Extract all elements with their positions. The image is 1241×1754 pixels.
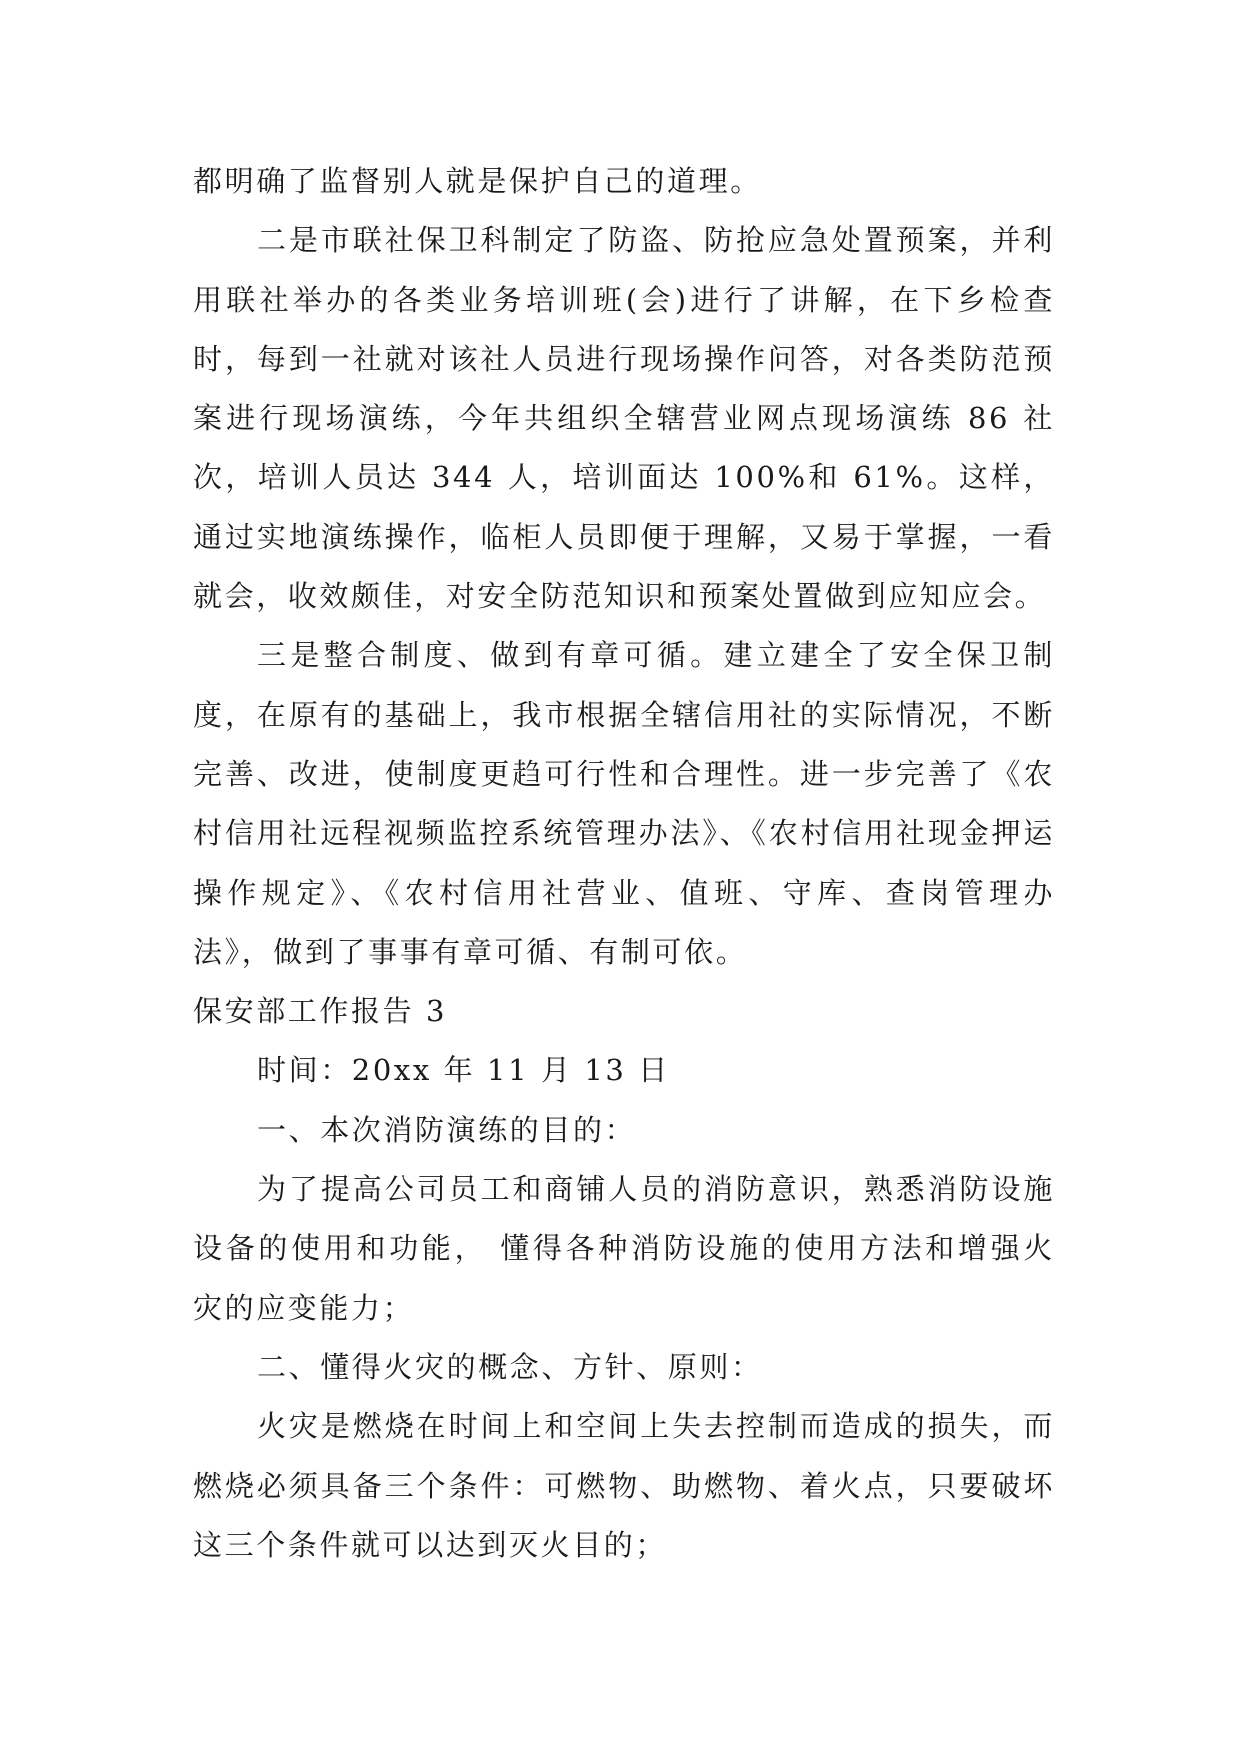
section-heading: 保安部工作报告 3: [193, 994, 448, 1029]
paragraph-purpose: 为了提高公司员工和商铺人员的消防意识，熟悉消防设施设备的使用和功能， 懂得各种消防设施的使用方法和增强火灾的应变能力；: [193, 1172, 1055, 1325]
paragraph-drill-plan: 二是市联社保卫科制定了防盗、防抢应急处置预案，并利用联社举办的各类业务培训班(会)进行了讲解，在下乡检查时，每到一社就对该社人员进行现场操作问答，对各类防范预案进行现场演练，今年共组织全辖营业网点现场演练 86 社次，培训人员达 344 人，培训面达 100%和 61%。这样，通过实地演练操作，临柜人员即便于理解，又易于掌握，一看就会，收效颇佳，对安全防范知识和预案处置做到应知应会。: [193, 223, 1055, 614]
paragraph-rules: 三是整合制度、做到有章可循。建立建全了安全保卫制度，在原有的基础上，我市根据全辖信用社的实际情况，不断完善、改进，使制度更趋可行性和合理性。进一步完善了《农村信用社远程视频监控系统管理办法》、《农村信用社现金押运操作规定》、《农村信用社营业、值班、守库、查岗管理办法》，做到了事事有章可循、有制可依。: [193, 638, 1055, 969]
paragraph-date: 时间：20xx 年 11 月 13 日: [257, 1053, 670, 1088]
document-body: [193, 152, 1055, 1575]
paragraph-fire-concept: 火灾是燃烧在时间上和空间上失去控制而造成的损失，而燃烧必须具备三个条件：可燃物、助燃物、着火点，只要破坏这三个条件就可以达到灭火目的；: [193, 1409, 1055, 1562]
paragraph-concept-heading: 二、懂得火灾的概念、方针、原则：: [257, 1349, 763, 1384]
paragraph-continuation: 都明确了监督别人就是保护自己的道理。: [193, 164, 762, 198]
paragraph-purpose-heading: 一、本次消防演练的目的：: [257, 1112, 637, 1147]
